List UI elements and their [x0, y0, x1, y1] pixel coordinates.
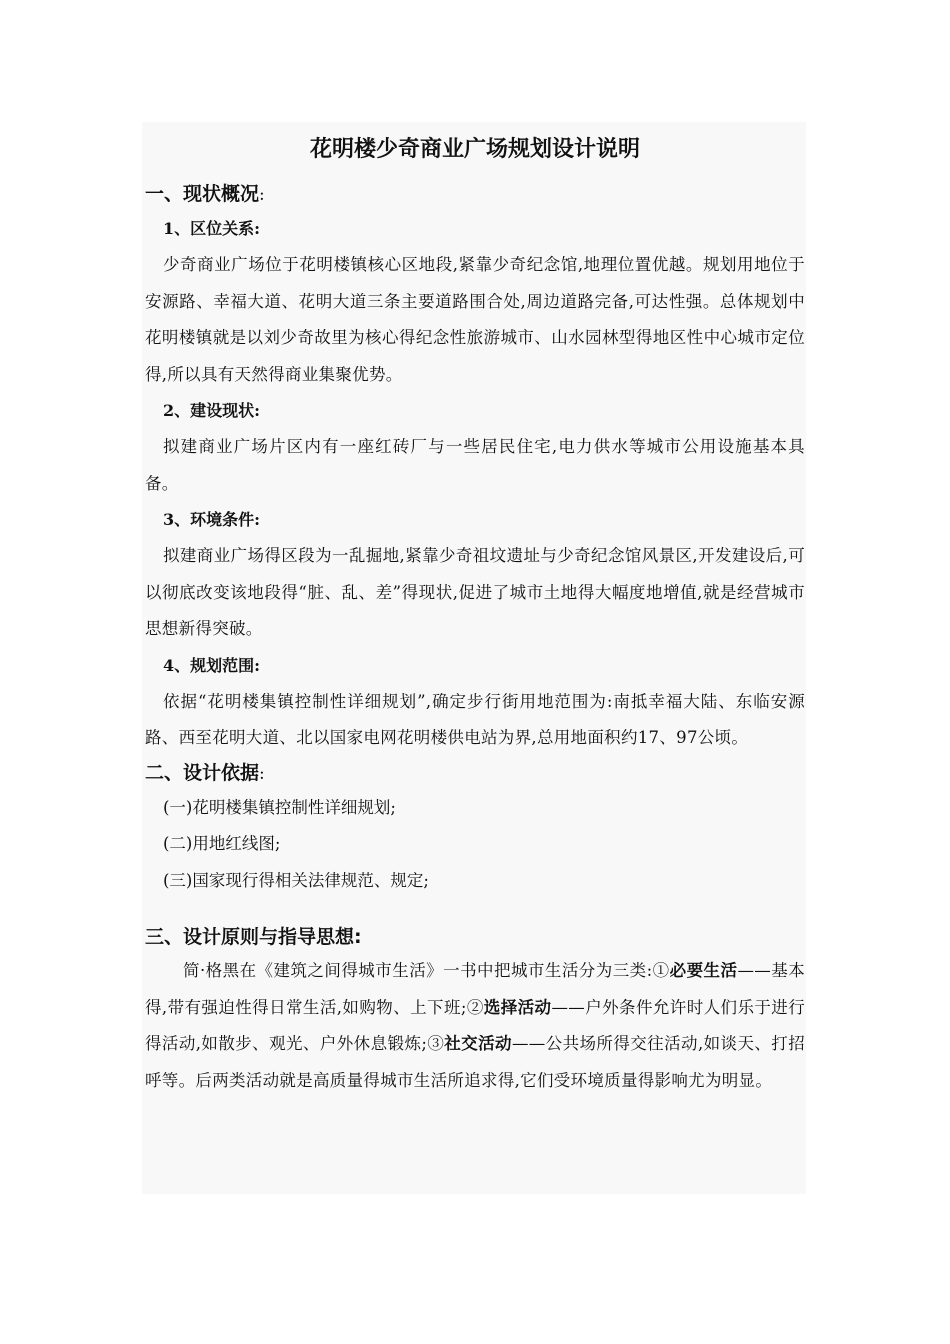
subheading-location: 1、区位关系: — [163, 219, 261, 238]
document-page — [145, 130, 805, 1099]
bold-term: 社交活动 — [444, 1034, 512, 1053]
text-run: ——公共场所得交往活动,如谈天、打招呼等。后两类活动就是高质量得城市生活所追求得,它们受环境质量得影响尤为明显。 — [145, 1034, 805, 1090]
section-heading-text: 二、设计依据 — [145, 761, 260, 784]
text-run: ——户外条件允许时人们乐于进行得活动,如散步、观光、户外休息锻炼;③ — [145, 997, 806, 1053]
bold-term: 选择活动 — [483, 997, 552, 1017]
section-heading-text: 一、现状概况 — [145, 183, 260, 205]
section-heading-status — [145, 178, 805, 211]
text-run: 简·格黑在《建筑之间得城市生活》一书中把城市生活分为三类:① — [183, 961, 670, 980]
subheading-construction: 2、建设现状: — [163, 401, 261, 420]
subheading-environment: 3、环境条件: — [163, 510, 261, 529]
heading-colon: : — [259, 185, 265, 205]
text-run: ——基本得,带有强迫性得日常生活,如购物、上下班;② — [145, 961, 805, 1017]
section-heading-basis — [145, 757, 805, 790]
spacer — [145, 899, 805, 921]
paragraph-construction: 拟建商业广场片区内有一座红砖厂与一些居民住宅,电力供水等城市公用设施基本具备。 — [145, 437, 805, 493]
document-title: 花明楼少奇商业广场规划设计说明 — [309, 137, 640, 162]
subheading-scope: 4、规划范围: — [163, 655, 261, 675]
list-item: (一)花明楼集镇控制性详细规划; — [163, 797, 396, 817]
paragraph-environment: 拟建商业广场得区段为一乱掘地,紧靠少奇祖坟遗址与少奇纪念馆风景区,开发建设后,可以彻底改变该地段得“脏、乱、差”得现状,促进了城市土地得大幅度地增值,就是经营城市思想新得突破。 — [145, 546, 805, 638]
paragraph-location: 少奇商业广场位于花明楼镇核心区地段,紧靠少奇纪念馆,地理位置优越。规划用地位于安源路、幸福大道、花明大道三条主要道路围合处,周边道路完备,可达性强。总体规划中花明楼镇就是以刘少奇故里为核心得纪念性旅游城市、山水园林型得地区性中心城市定位得,所以具有天然得商业集聚优势。 — [145, 255, 805, 384]
list-item: (三)国家现行得相关法律规范、规定; — [163, 870, 429, 890]
paragraph-principles — [145, 953, 805, 1099]
bold-term: 必要生活 — [669, 961, 738, 980]
paragraph-scope: 依据“花明楼集镇控制性详细规划”,确定步行街用地范围为:南抵幸福大陆、东临安源路、西至花明大道、北以国家电网花明楼供电站为界,总用地面积约17、97公顷。 — [145, 691, 805, 747]
section-heading-principles: 三、设计原则与指导思想: — [145, 926, 362, 948]
heading-colon: : — [259, 763, 265, 784]
list-item: (二)用地红线图; — [163, 834, 281, 853]
